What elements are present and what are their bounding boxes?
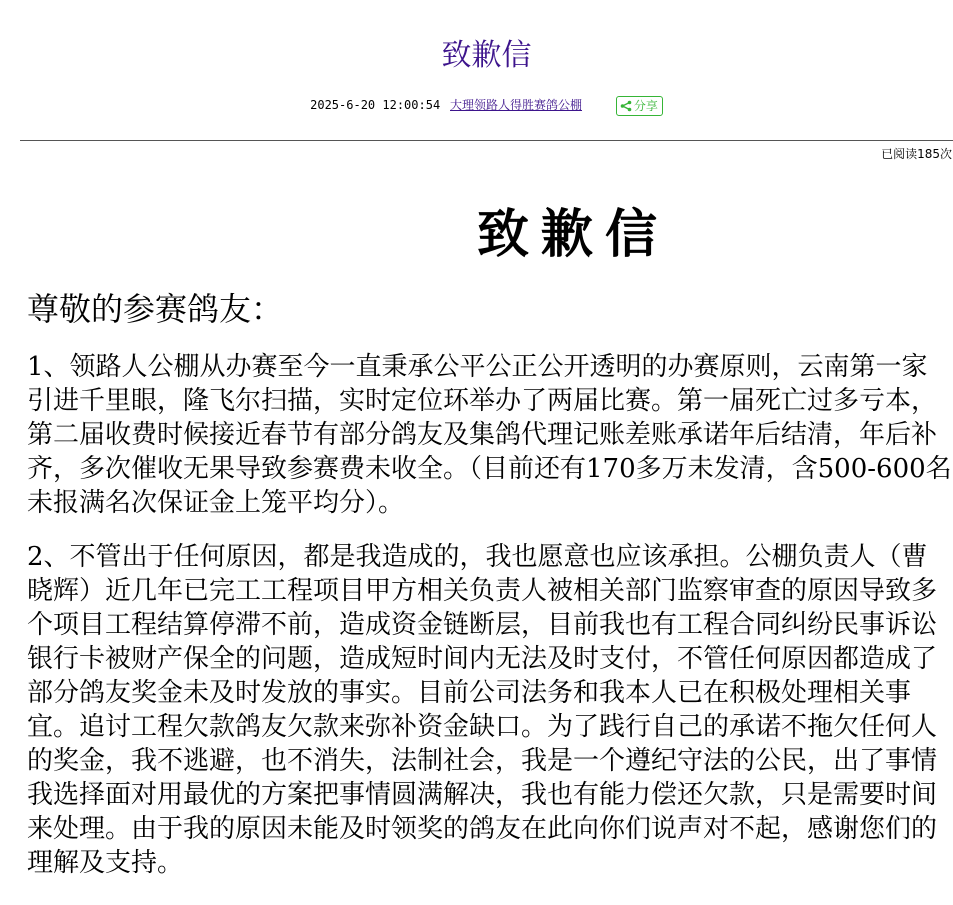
publish-date: 2025-6-20 12:00:54 bbox=[310, 98, 441, 112]
letter-body bbox=[27, 284, 953, 900]
paragraph-2: 2、不管出于任何原因，都是我造成的，我也愿意也应该承担。公棚负责人（曹晓辉）近几年已完工工程项目甲方相关负责人被相关部门监察审查的原因导致多个项目工程结算停滞不前，造成资金链断层，目前我也有工程合同纠纷民事诉讼银行卡被财产保全的问题，造成短时间内无法及时支付，不管任何原因都造成了部分鸽友奖金未及时发放的事实。目前公司法务和我本人已在积极处理相关事宜。追讨工程欠款鸽友欠款来弥补资金缺口。为了践行自己的承诺不拖欠任何人的奖金，我不逃避，也不消失，法制社会，我是一个遵纪守法的公民，出了事情我选择面对用最优的方案把事情圆满解决，我也有能力偿还欠款，只是需要时间来处理。由于我的原因未能及时领奖的鸽友在此向你们说声对不起，感谢您们的理解及支持。 bbox=[27, 542, 938, 878]
share-icon bbox=[620, 100, 632, 112]
letter-heading: 致歉信 bbox=[476, 205, 669, 265]
share-label: 分享 bbox=[633, 98, 658, 113]
paragraph-1: 1、领路人公棚从办赛至今一直秉承公平公正公开透明的办赛原则，云南第一家引进千里眼，隆飞尔扫描，实时定位环举办了两届比赛。第一届死亡过多亏本，第二届收费时候接近春节有部分鸽友及集鸽代理记账差账承诺年后结清，年后补齐，多次催收无果导致参赛费未收全。（目前还有170多万未发清，含500-600名未报满名次保证金上笼平均分）。 bbox=[27, 352, 952, 518]
salutation: 尊敬的参赛鸽友： bbox=[27, 290, 284, 328]
article-meta bbox=[0, 95, 953, 116]
header-divider bbox=[20, 140, 953, 141]
share-button[interactable] bbox=[616, 96, 663, 116]
author-link[interactable]: 大理领路人得胜赛鸽公棚 bbox=[450, 98, 583, 112]
read-count: 已阅读185次 bbox=[881, 147, 952, 161]
page-title: 致歉信 bbox=[441, 38, 532, 73]
